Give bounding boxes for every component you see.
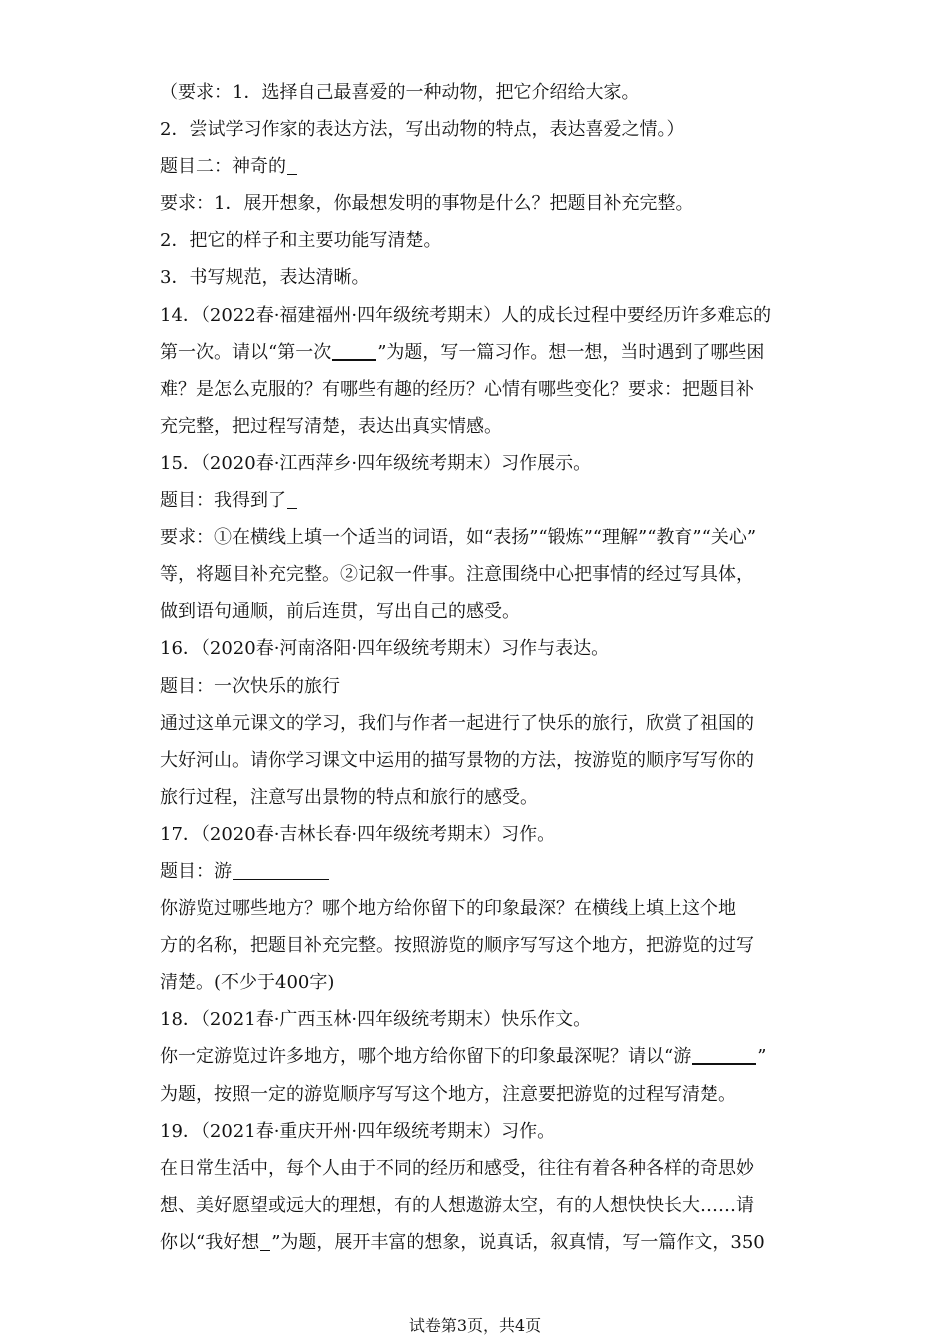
text-line: 2．尝试学习作家的表达方法，写出动物的特点，表达喜爱之情。） (160, 119, 685, 141)
line-text-before: 你以“我好想 (160, 1231, 260, 1253)
text-line: 想、美好愿望或远大的理想，有的人想遨游太空，有的人想快快长大……请 (160, 1194, 754, 1216)
text-line: 17．（2020春·吉林长春·四年级统考期末）习作。 (160, 823, 556, 845)
text-line (160, 148, 800, 185)
line-text-after: ”为题，展开丰富的想象，说真话，叙真情，写一篇作文，350 (271, 1231, 765, 1253)
text-line: 充完整，把过程写清楚，表达出真实情感。 (160, 415, 502, 437)
text-line: 清楚。(不少于400字) (160, 972, 335, 994)
text-line: 14．（2022春·福建福州·四年级统考期末）人的成长过程中要经历许多难忘的 (160, 304, 772, 326)
fill-in-blank (287, 490, 297, 509)
line-text-before: 题目：我得到了 (160, 490, 286, 512)
fill-in-blank (287, 156, 297, 175)
text-line (160, 482, 800, 519)
text-line: 方的名称，把题目补充完整。按照游览的顺序写写这个地方，把游览的过写 (160, 935, 754, 957)
line-text-after: ” (757, 1046, 767, 1068)
text-line: 等，将题目补充完整。②记叙一件事。注意围绕中心把事情的经过写具体， (160, 564, 754, 586)
fill-in-blank (332, 341, 376, 361)
line-text-before: 题目二：神奇的 (160, 156, 286, 178)
text-line (160, 853, 800, 890)
text-line (160, 334, 800, 371)
line-text-before: 你一定游览过许多地方，哪个地方给你留下的印象最深呢？请以“游 (160, 1046, 692, 1068)
text-line: 在日常生活中，每个人由于不同的经历和感受，往往有着各种各样的奇思妙 (160, 1157, 754, 1179)
line-text-before: 第一次。请以“第一次 (160, 341, 332, 363)
text-line (160, 1224, 800, 1261)
text-line: 难？是怎么克服的？有哪些有趣的经历？心情有哪些变化？要求：把题目补 (160, 378, 754, 400)
text-line: 大好河山。请你学习课文中运用的描写景物的方法，按游览的顺序写写你的 (160, 749, 754, 771)
fill-in-blank (233, 861, 329, 880)
text-line: 通过这单元课文的学习，我们与作者一起进行了快乐的旅行，欣赏了祖国的 (160, 712, 754, 734)
text-line (160, 1038, 800, 1075)
text-line: 15．（2020春·江西萍乡·四年级统考期末）习作展示。 (160, 452, 592, 474)
text-line: 为题，按照一定的游览顺序写写这个地方，注意要把游览的过程写清楚。 (160, 1083, 736, 1105)
text-line: 16．（2020春·河南洛阳·四年级统考期末）习作与表达。 (160, 638, 610, 660)
text-line: 18．（2021春·广西玉林·四年级统考期末）快乐作文。 (160, 1009, 592, 1031)
fill-in-blank (692, 1045, 756, 1065)
fill-in-blank (260, 1232, 270, 1251)
line-text-after: ”为题，写一篇习作。想一想，当时遇到了哪些困 (377, 341, 765, 363)
text-line: 3．书写规范，表达清晰。 (160, 267, 370, 289)
text-line: 旅行过程，注意写出景物的特点和旅行的感受。 (160, 786, 538, 808)
page-body (160, 74, 800, 1261)
text-line: 要求：①在横线上填一个适当的词语，如“表扬”“锻炼”“理解”“教育”“关心” (160, 527, 757, 549)
text-line: 19．（2021春·重庆开州·四年级统考期末）习作。 (160, 1120, 556, 1142)
text-line: 2．把它的样子和主要功能写清楚。 (160, 230, 442, 252)
line-text-before: 题目：游 (160, 860, 232, 882)
text-line: 做到语句通顺，前后连贯，写出自己的感受。 (160, 601, 520, 623)
text-line: 要求：1．展开想象，你最想发明的事物是什么？把题目补充完整。 (160, 193, 694, 215)
text-line: 你游览过哪些地方？哪个地方给你留下的印象最深？在横线上填上这个地 (160, 898, 736, 920)
text-line: 题目：一次快乐的旅行 (160, 675, 340, 697)
text-line: （要求：1．选择自己最喜爱的一种动物，把它介绍给大家。 (160, 82, 640, 103)
page-footer: 试卷第3页，共4页 (408, 1316, 542, 1335)
